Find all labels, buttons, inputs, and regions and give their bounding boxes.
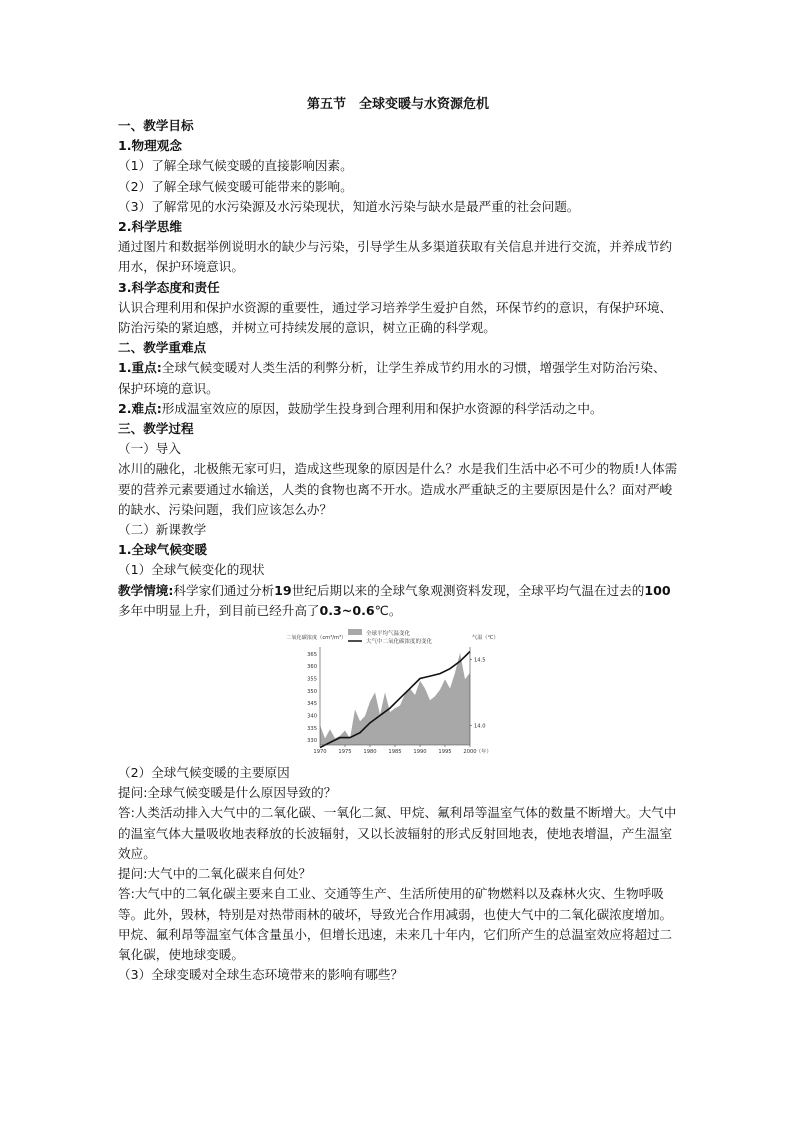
climate-chart [286, 627, 512, 757]
y-right-tick-label: 14.0 [474, 723, 486, 730]
temperature-area [320, 653, 470, 745]
y-axis-right-title: 气温（℃） [472, 635, 499, 642]
y-left-tick-label: 355 [307, 676, 317, 683]
heading-goals: 一、教学目标 [118, 118, 194, 133]
x-tick-label: 2000 [463, 749, 477, 756]
paragraph: 通过图片和数据举例说明水的缺少与污染，引导学生从多渠道获取有关信息并进行交流，并养成节约用水，保护环境意识。 [118, 239, 673, 275]
situation-number: 19 [274, 582, 292, 598]
situation-text: 科学家们通过分析 [173, 582, 275, 598]
situation-text: ℃。 [374, 602, 402, 618]
y-left-tick-label: 340 [307, 713, 317, 720]
question: 提问:大气中的二氧化碳来自何处？ [118, 866, 312, 882]
section-label: （3）全球变暖对全球生态环境带来的影响有哪些？ [118, 967, 404, 983]
y-left-tick-label: 345 [307, 701, 317, 708]
keypoint-text: 全球气候变暖对人类生活的利弊分析，让学生养成节约用水的习惯，增强学生对防治污染、保护环境的意识。 [118, 360, 666, 396]
paragraph: 冰川的融化，北极熊无家可归，造成这些现象的原因是什么？水是我们生活中必不可少的物质!人体需要的营养元素要通过水输送，人类的食物也离不开水。造成水严重缺乏的主要原因是什么？面对严峻的缺水、污染问题，我们应该怎么办？ [118, 461, 678, 517]
section-label: （二）新课教学 [118, 522, 207, 538]
x-tick-label: 1970 [313, 749, 327, 756]
x-tick-label: 1985 [388, 749, 402, 756]
climate-chart-svg [286, 627, 512, 757]
document-page [118, 96, 678, 985]
situation-text: 多年中明显上升，到目前已经升高了 [118, 602, 320, 618]
x-axis-title: （年） [476, 749, 492, 756]
subheading-attitude: 3.科学态度和责任 [118, 279, 220, 295]
y-left-tick-label: 365 [307, 652, 317, 659]
legend-label-temperature: 全球平均气温变化 [366, 631, 411, 638]
subheading-physics: 1.物理观念 [118, 138, 182, 154]
y-axis-left-title: 二氧化碳浓度（cm³/m³） [286, 635, 347, 642]
y-left-tick-label: 350 [307, 688, 317, 695]
x-tick-label: 1990 [413, 749, 427, 756]
y-right-tick-label: 14.5 [474, 657, 486, 664]
answer: 答:人类活动排入大气中的二氧化碳、一氧化二氮、甲烷、氟利昂等温室气体的数量不断增大。大气中的温室气体大量吸收地表释放的长波辐射，又以长波辐射的形式反射回地表，使地表增温，产生温室效应。 [118, 805, 677, 861]
goal-item: （3）了解常见的水污染源及水污染现状，知道水污染与缺水是最严重的社会问题。 [118, 198, 580, 214]
paragraph: 认识合理利用和保护水资源的重要性，通过学习培养学生爱护自然，环保节约的意识，有保护环境、防治污染的紧迫感，并树立可持续发展的意识，树立正确的科学观。 [118, 299, 673, 336]
x-tick-label: 1995 [438, 749, 452, 756]
section-label: （2）全球气候变暖的主要原因 [118, 765, 290, 781]
teaching-situation [118, 581, 678, 621]
legend-swatch-temperature [348, 629, 362, 635]
answer: 答:大气中的二氧化碳主要来自工业、交通等生产、生活所使用的矿物燃料以及森林火灾、生物呼吸等。此外，毁林，特别是对热带雨林的破坏，导致光合作用减弱，也使大气中的二氧化碳浓度增加。甲烷、氟利昂等温室气体含量虽小，但增长迅速，未来几十年内，它们所产生的总温室效应将超过二氧化碳，使地球变暖。 [118, 886, 673, 962]
legend-label-co2: 大气中二氧化碳浓度的变化 [366, 639, 433, 646]
x-tick-label: 1975 [338, 749, 352, 756]
keypoint-label: 2.难点: [118, 400, 162, 416]
y-left-tick-label: 360 [307, 664, 317, 671]
heading-keypoints: 二、教学重难点 [118, 340, 207, 356]
situation-number: 100 [644, 582, 671, 598]
section-label: （1）全球气候变化的现状 [118, 562, 265, 578]
goal-item: （1）了解全球气候变暖的直接影响因素。 [118, 158, 353, 174]
keypoint-item [118, 358, 678, 398]
situation-text: 世纪后期以来的全球气象观测资料发现，全球平均气温在过去的 [291, 582, 645, 598]
heading-process: 三、教学过程 [118, 421, 194, 437]
situation-number: 0.3~0.6 [319, 602, 375, 618]
y-left-tick-label: 330 [307, 738, 317, 745]
subheading-warming: 1.全球气候变暖 [118, 542, 208, 558]
page-title: 第五节 全球变暖与水资源危机 [306, 97, 489, 112]
situation-label: 教学情境: [118, 582, 174, 598]
section-label: （一）导入 [118, 441, 181, 457]
keypoint-text: 形成温室效应的原因，鼓励学生投身到合理利用和保护水资源的科学活动之中。 [161, 400, 603, 416]
subheading-thinking: 2.科学思维 [118, 219, 182, 235]
question: 提问:全球气候变暖是什么原因导致的？ [118, 785, 337, 801]
keypoint-label: 1.重点: [118, 360, 162, 376]
x-tick-label: 1980 [363, 749, 377, 756]
goal-item: （2）了解全球气候变暖可能带来的影响。 [118, 178, 353, 194]
y-left-tick-label: 335 [307, 725, 317, 732]
keypoint-item [118, 399, 678, 419]
